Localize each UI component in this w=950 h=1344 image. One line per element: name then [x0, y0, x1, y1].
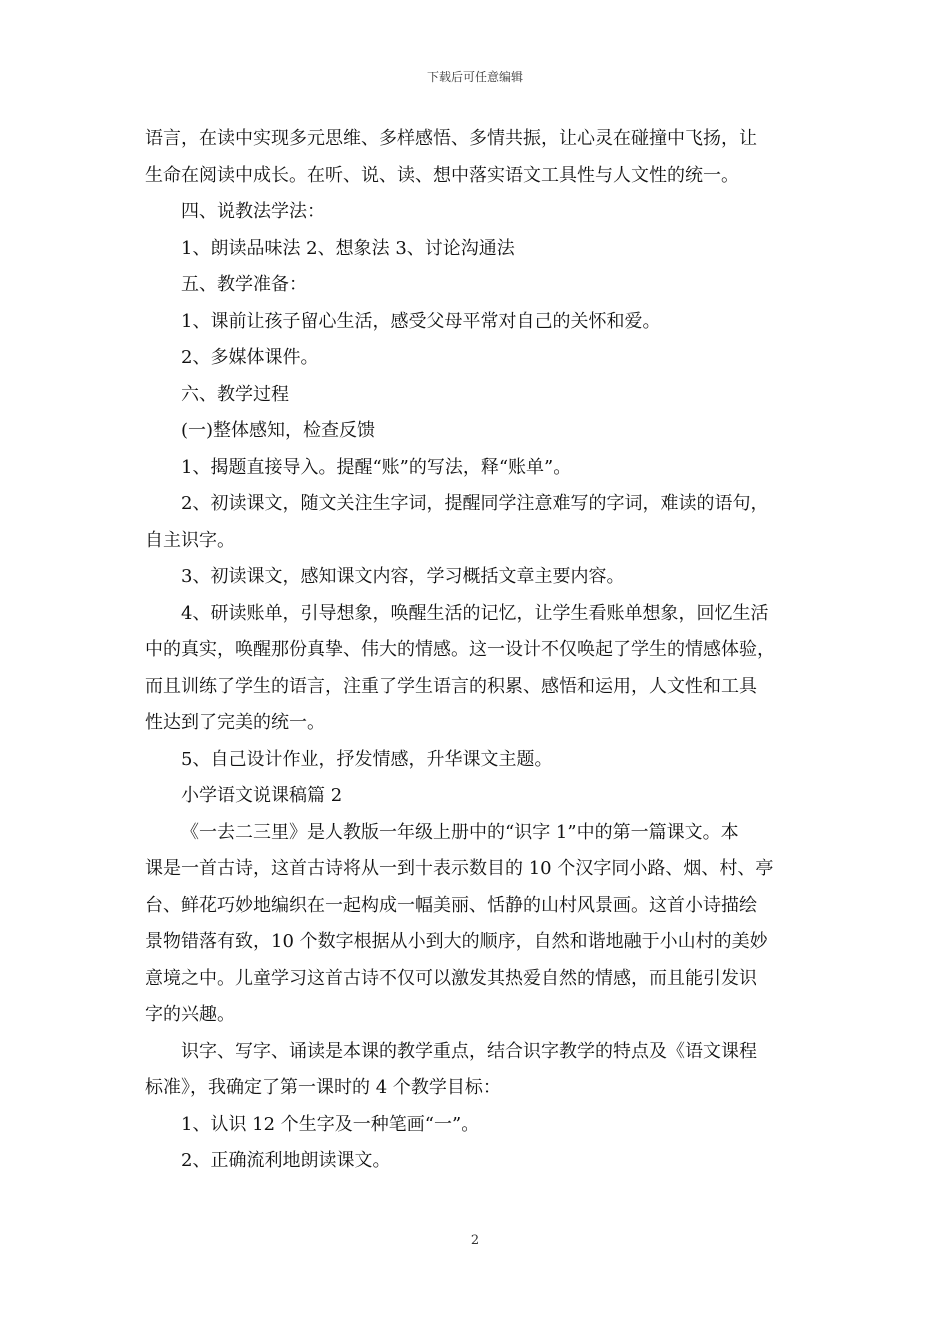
page-header: 下载后可任意编辑 — [426, 70, 523, 84]
text-line: 5、自己设计作业，抒发情感，升华课文主题。 — [181, 748, 553, 770]
text-line: 1、朗读品味法 2、想象法 3、讨论沟通法 — [181, 237, 515, 259]
text-line: 字的兴趣。 — [145, 1004, 235, 1025]
text-line: 《一去二三里》是人教版一年级上册中的“识字 1”中的第一篇课文。本 — [181, 821, 739, 843]
document-body — [145, 121, 807, 1180]
text-line: 1、认识 12 个生字及一种笔画“一”。 — [181, 1113, 480, 1135]
text-line: 中的真实，唤醒那份真挚、伟大的情感。这一设计不仅唤起了学生的情感体验， — [145, 639, 775, 660]
text-line: 识字、写字、诵读是本课的教学重点，结合识字教学的特点及《语文课程 — [181, 1040, 757, 1062]
text-line: 3、初读课文，感知课文内容，学习概括文章主要内容。 — [181, 566, 625, 587]
section-heading: 六、教学过程 — [181, 383, 289, 405]
text-line: 性达到了完美的统一。 — [145, 712, 325, 733]
text-line: 2、初读课文，随文关注生字词，提醒同学注意难写的字词，难读的语句， — [181, 493, 769, 514]
section-heading: 四、说教法学法： — [181, 201, 325, 222]
text-line: 标准》，我确定了第一课时的 4 个教学目标： — [145, 1077, 501, 1098]
page-number: 2 — [470, 1233, 480, 1248]
text-line: 景物错落有致，10 个数字根据从小到大的顺序，自然和谐地融于小山村的美妙 — [145, 931, 768, 952]
text-line: 语言，在读中实现多元思维、多样感悟、多情共振，让心灵在碰撞中飞扬，让 — [145, 128, 757, 149]
text-line: 台、鲜花巧妙地编织在一起构成一幅美丽、恬静的山村风景画。这首小诗描绘 — [145, 894, 757, 916]
text-line: 自主识字。 — [145, 529, 235, 551]
text-line: 意境之中。儿童学习这首古诗不仅可以激发其热爱自然的情感，而且能引发识 — [145, 967, 757, 989]
text-line: 课是一首古诗，这首古诗将从一到十表示数目的 10 个汉字同小路、烟、村、亭 — [145, 858, 774, 879]
subsection-heading: (一)整体感知，检查反馈 — [181, 420, 376, 441]
text-line: 生命在阅读中成长。在听、说、读、想中落实语文工具性与人文性的统一。 — [145, 164, 739, 186]
text-line: 2、多媒体课件。 — [181, 347, 319, 368]
text-line: 1、课前让孩子留心生活，感受父母平常对自己的关怀和爱。 — [181, 310, 661, 332]
article-title: 小学语文说课稿篇 2 — [181, 785, 343, 806]
text-line: 而且训练了学生的语言，注重了学生语言的积累、感悟和运用，人文性和工具 — [145, 675, 757, 697]
text-line: 4、研读账单，引导想象，唤醒生活的记忆，让学生看账单想象，回忆生活 — [181, 602, 769, 624]
section-heading: 五、教学准备： — [181, 274, 307, 295]
text-line: 1、揭题直接导入。提醒“账”的写法，释“账单”。 — [181, 456, 572, 478]
text-line: 2、正确流利地朗读课文。 — [181, 1150, 391, 1171]
